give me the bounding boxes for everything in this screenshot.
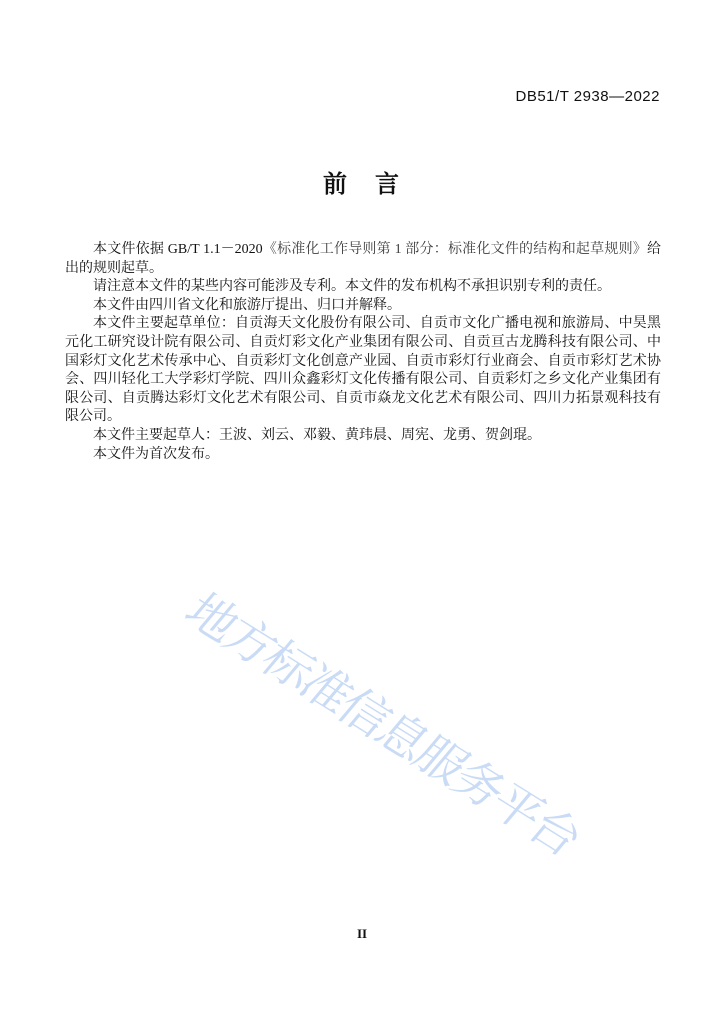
referenced-standard-title: 《标准化工作导则第 1 部分：标准化文件的结构和起草规则》 bbox=[262, 242, 648, 257]
page-number: II bbox=[356, 926, 368, 941]
page-title: 前 言 bbox=[323, 172, 401, 198]
paragraph-basis-suffix: 给出的规则起草。 bbox=[65, 242, 662, 276]
paragraph-drafting-organizations: 本文件主要起草单位：自贡海天文化股份有限公司、自贡市文化广播电视和旅游局、中昊黑元化工研究设计院有限公司、自贡灯彩文化产业集团有限公司、自贡亘古龙腾科技有限公司、中国彩灯文化艺术传承中心、自贡彩灯文化创意产业园、自贡市彩灯行业商会、自贡市彩灯艺术协会、四川轻化工大学彩灯学院、四川众鑫彩灯文化传播有限公司、自贡彩灯之乡文化产业集团有限公司、自贡腾达彩灯文化艺术有限公司、自贡市焱龙文化艺术有限公司、四川力拓景观科技有限公司。 bbox=[65, 316, 661, 425]
foreword-body bbox=[65, 241, 661, 464]
paragraph-first-release: 本文件为首次发布。 bbox=[93, 446, 219, 462]
paragraph-drafters: 本文件主要起草人：王波、刘云、邓毅、黄玮晨、周宪、龙勇、贺剑琨。 bbox=[93, 427, 541, 443]
paragraph-basis bbox=[65, 241, 661, 278]
paragraph-patent-notice: 请注意本文件的某些内容可能涉及专利。本文件的发布机构不承担识别专利的责任。 bbox=[93, 279, 611, 295]
standard-code-header: DB51/T 2938—2022 bbox=[515, 88, 660, 105]
paragraph-issuing-body: 本文件由四川省文化和旅游厅提出、归口并解释。 bbox=[93, 297, 401, 313]
paragraph-basis-prefix: 本文件依据 GB/T 1.1－2020 bbox=[93, 242, 263, 257]
watermark-text: 地方标准信息服务平台 bbox=[174, 585, 591, 865]
